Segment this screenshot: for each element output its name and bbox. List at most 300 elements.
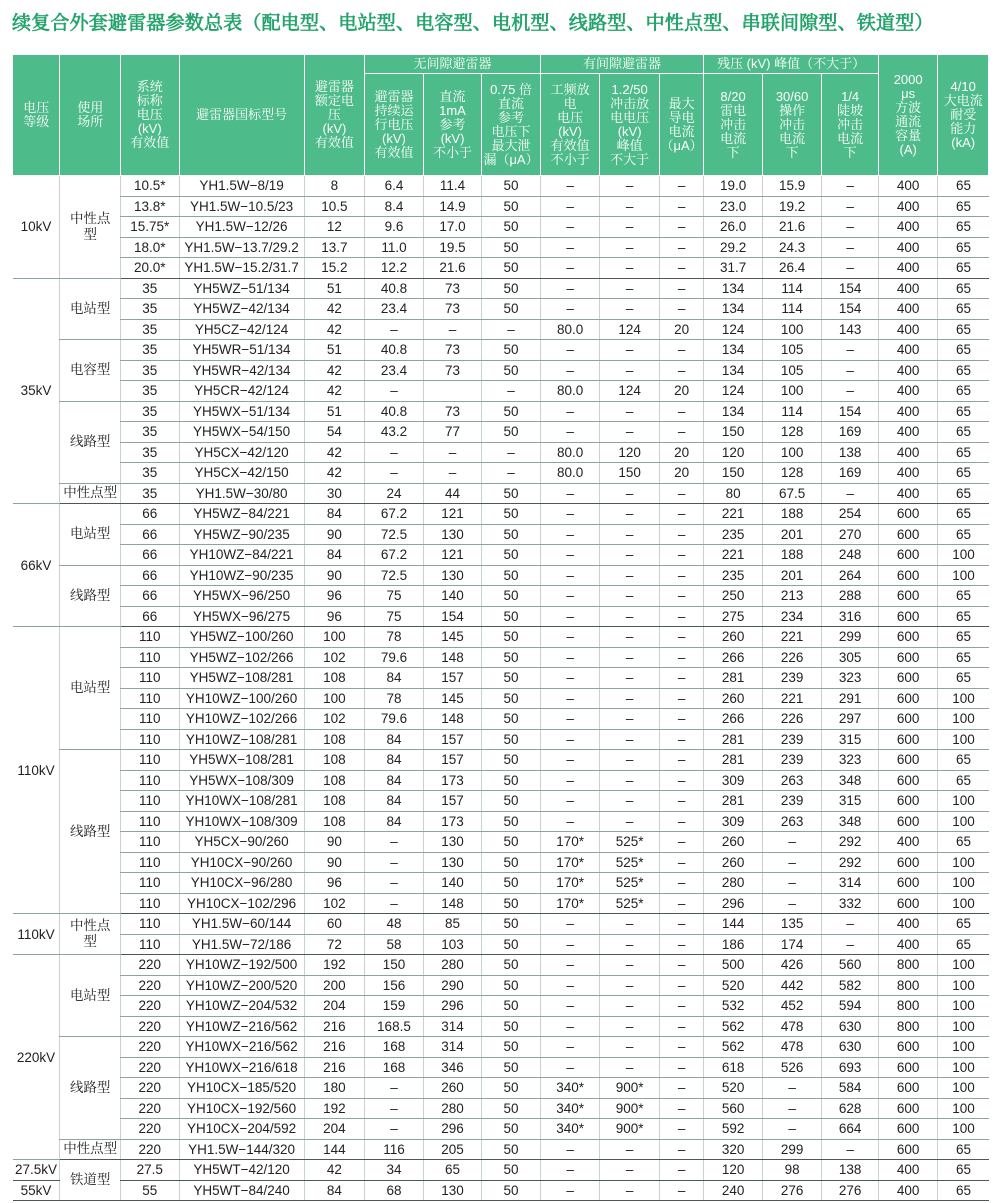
power-frequency-sparkover-cell: 340* <box>540 1098 600 1119</box>
switching-residual-cell: – <box>762 1078 822 1099</box>
max-conduction-current-cell: – <box>659 729 703 750</box>
dc-reference-cell: 130 <box>423 832 482 853</box>
switching-residual-cell: 221 <box>762 627 822 648</box>
leakage-current-cell: 50 <box>482 340 541 361</box>
leakage-current-cell: 50 <box>482 688 541 709</box>
impulse-sparkover-cell: 900* <box>600 1119 660 1140</box>
power-frequency-sparkover-cell: – <box>540 791 600 812</box>
model-cell: YH5WZ−102/266 <box>179 647 304 668</box>
square-wave-cell: 600 <box>878 504 938 525</box>
large-current-cell: 65 <box>938 627 989 648</box>
model-cell: YH10WX−108/309 <box>179 811 304 832</box>
model-cell: YH10CX−102/296 <box>179 893 304 914</box>
dc-reference-cell: 157 <box>423 791 482 812</box>
dc-reference-cell: 130 <box>423 565 482 586</box>
leakage-current-cell: 50 <box>482 668 541 689</box>
switching-residual-cell: 239 <box>762 668 822 689</box>
large-current-cell: 100 <box>938 1016 989 1037</box>
dc-reference-cell: 65 <box>423 1160 482 1181</box>
table-row <box>13 770 989 791</box>
model-cell: YH10WZ−102/266 <box>179 709 304 730</box>
continuous-voltage-cell: 84 <box>365 791 424 812</box>
system-voltage-cell: 13.8* <box>120 196 179 217</box>
max-conduction-current-cell: – <box>659 688 703 709</box>
leakage-current-cell: 50 <box>482 1180 541 1201</box>
max-conduction-current-cell: 20 <box>659 442 703 463</box>
switching-residual-cell: 221 <box>762 688 822 709</box>
leakage-current-cell: 50 <box>482 196 541 217</box>
dc-reference-cell: 148 <box>423 647 482 668</box>
continuous-voltage-cell: 72.5 <box>365 524 424 545</box>
rated-voltage-cell: 144 <box>304 1139 365 1160</box>
max-conduction-current-cell: – <box>659 975 703 996</box>
table-row <box>13 873 989 894</box>
system-voltage-cell: 110 <box>120 873 179 894</box>
switching-residual-cell: 452 <box>762 996 822 1017</box>
power-frequency-sparkover-cell: – <box>540 176 600 197</box>
model-cell: YH5WT−84/240 <box>179 1180 304 1201</box>
large-current-cell: 65 <box>938 483 989 504</box>
power-frequency-sparkover-cell: – <box>540 1057 600 1078</box>
lightning-residual-cell: 562 <box>704 1037 763 1058</box>
header-rated-voltage: 避雷器 额定电 压 (kV) 有效值 <box>304 55 365 176</box>
system-voltage-cell: 110 <box>120 750 179 771</box>
dc-reference-cell: 154 <box>423 606 482 627</box>
lightning-residual-cell: 296 <box>704 893 763 914</box>
dc-reference-cell: 296 <box>423 1119 482 1140</box>
lightning-residual-cell: 235 <box>704 524 763 545</box>
continuous-voltage-cell: 68 <box>365 1180 424 1201</box>
steep-residual-cell: – <box>822 340 879 361</box>
table-row <box>13 1057 989 1078</box>
square-wave-cell: 800 <box>878 1016 938 1037</box>
power-frequency-sparkover-cell: – <box>540 401 600 422</box>
system-voltage-cell: 35 <box>120 299 179 320</box>
power-frequency-sparkover-cell: – <box>540 1016 600 1037</box>
max-conduction-current-cell: – <box>659 955 703 976</box>
system-voltage-cell: 220 <box>120 1119 179 1140</box>
square-wave-cell: 400 <box>878 483 938 504</box>
lightning-residual-cell: 281 <box>704 729 763 750</box>
switching-residual-cell: 426 <box>762 955 822 976</box>
table-row <box>13 176 989 197</box>
leakage-current-cell: 50 <box>482 975 541 996</box>
power-frequency-sparkover-cell: 80.0 <box>540 442 600 463</box>
lightning-residual-cell: 29.2 <box>704 237 763 258</box>
leakage-current-cell: 50 <box>482 401 541 422</box>
square-wave-cell: 600 <box>878 770 938 791</box>
continuous-voltage-cell: 168 <box>365 1057 424 1078</box>
leakage-current-cell: 50 <box>482 955 541 976</box>
system-voltage-cell: 220 <box>120 955 179 976</box>
impulse-sparkover-cell: – <box>600 996 660 1017</box>
dc-reference-cell: 130 <box>423 852 482 873</box>
leakage-current-cell: 50 <box>482 524 541 545</box>
max-conduction-current-cell: – <box>659 360 703 381</box>
system-voltage-cell: 110 <box>120 647 179 668</box>
lightning-residual-cell: 260 <box>704 627 763 648</box>
impulse-sparkover-cell: 900* <box>600 1078 660 1099</box>
switching-residual-cell: 234 <box>762 606 822 627</box>
header-usage: 使用 场所 <box>60 55 121 176</box>
max-conduction-current-cell: – <box>659 586 703 607</box>
power-frequency-sparkover-cell: – <box>540 996 600 1017</box>
max-conduction-current-cell: 20 <box>659 319 703 340</box>
continuous-voltage-cell: 40.8 <box>365 401 424 422</box>
impulse-sparkover-cell: 525* <box>600 852 660 873</box>
lightning-residual-cell: 19.0 <box>704 176 763 197</box>
leakage-current-cell: 50 <box>482 258 541 279</box>
dc-reference-cell <box>423 381 482 402</box>
large-current-cell: 65 <box>938 299 989 320</box>
model-cell: YH10CX−90/260 <box>179 852 304 873</box>
impulse-sparkover-cell: 525* <box>600 832 660 853</box>
steep-residual-cell: – <box>822 217 879 238</box>
max-conduction-current-cell: – <box>659 791 703 812</box>
continuous-voltage-cell: 12.2 <box>365 258 424 279</box>
table-body <box>13 176 989 1201</box>
model-cell: YH5WR−51/134 <box>179 340 304 361</box>
system-voltage-cell: 66 <box>120 586 179 607</box>
usage-cell: 中性点 型 <box>60 914 121 955</box>
voltage-class-cell: 110kV <box>13 914 60 955</box>
power-frequency-sparkover-cell: – <box>540 934 600 955</box>
model-cell: YH1.5W−8/19 <box>179 176 304 197</box>
power-frequency-sparkover-cell: – <box>540 606 600 627</box>
power-frequency-sparkover-cell: – <box>540 360 600 381</box>
switching-residual-cell: 239 <box>762 729 822 750</box>
square-wave-cell: 400 <box>878 422 938 443</box>
lightning-residual-cell: 320 <box>704 1139 763 1160</box>
leakage-current-cell: 50 <box>482 873 541 894</box>
max-conduction-current-cell: – <box>659 750 703 771</box>
model-cell: YH10WZ−192/500 <box>179 955 304 976</box>
dc-reference-cell: – <box>423 463 482 484</box>
leakage-current-cell: 50 <box>482 217 541 238</box>
lightning-residual-cell: 592 <box>704 1119 763 1140</box>
power-frequency-sparkover-cell: – <box>540 483 600 504</box>
dc-reference-cell: 157 <box>423 668 482 689</box>
switching-residual-cell: 226 <box>762 709 822 730</box>
impulse-sparkover-cell: – <box>600 565 660 586</box>
power-frequency-sparkover-cell: 80.0 <box>540 381 600 402</box>
max-conduction-current-cell: – <box>659 770 703 791</box>
square-wave-cell: 400 <box>878 463 938 484</box>
square-wave-cell: 600 <box>878 627 938 648</box>
system-voltage-cell: 18.0* <box>120 237 179 258</box>
max-conduction-current-cell: – <box>659 237 703 258</box>
rated-voltage-cell: 204 <box>304 996 365 1017</box>
square-wave-cell: 600 <box>878 586 938 607</box>
steep-residual-cell: 264 <box>822 565 879 586</box>
system-voltage-cell: 110 <box>120 709 179 730</box>
system-voltage-cell: 66 <box>120 606 179 627</box>
switching-residual-cell: 100 <box>762 381 822 402</box>
leakage-current-cell: 50 <box>482 545 541 566</box>
steep-residual-cell: – <box>822 360 879 381</box>
impulse-sparkover-cell: – <box>600 258 660 279</box>
system-voltage-cell: 110 <box>120 729 179 750</box>
max-conduction-current-cell: – <box>659 832 703 853</box>
power-frequency-sparkover-cell: – <box>540 647 600 668</box>
large-current-cell: 100 <box>938 688 989 709</box>
large-current-cell: 65 <box>938 463 989 484</box>
rated-voltage-cell: 216 <box>304 1057 365 1078</box>
max-conduction-current-cell: – <box>659 852 703 873</box>
continuous-voltage-cell: – <box>365 893 424 914</box>
large-current-cell: 100 <box>938 1119 989 1140</box>
rated-voltage-cell: 12 <box>304 217 365 238</box>
switching-residual-cell: 188 <box>762 504 822 525</box>
steep-residual-cell: 292 <box>822 832 879 853</box>
switching-residual-cell: 239 <box>762 791 822 812</box>
max-conduction-current-cell: – <box>659 422 703 443</box>
switching-residual-cell: 239 <box>762 750 822 771</box>
switching-residual-cell: 105 <box>762 360 822 381</box>
usage-cell: 电站型 <box>60 627 121 750</box>
impulse-sparkover-cell: – <box>600 545 660 566</box>
impulse-sparkover-cell: – <box>600 729 660 750</box>
large-current-cell: 100 <box>938 893 989 914</box>
large-current-cell: 65 <box>938 668 989 689</box>
continuous-voltage-cell: 9.6 <box>365 217 424 238</box>
continuous-voltage-cell: 75 <box>365 586 424 607</box>
dc-reference-cell: 140 <box>423 873 482 894</box>
steep-residual-cell: 693 <box>822 1057 879 1078</box>
steep-residual-cell: 154 <box>822 278 879 299</box>
lightning-residual-cell: 134 <box>704 360 763 381</box>
square-wave-cell: 400 <box>878 340 938 361</box>
max-conduction-current-cell: – <box>659 1160 703 1181</box>
table-row <box>13 975 989 996</box>
switching-residual-cell: 128 <box>762 422 822 443</box>
dc-reference-cell: 21.6 <box>423 258 482 279</box>
switching-residual-cell: – <box>762 852 822 873</box>
dc-reference-cell: 173 <box>423 770 482 791</box>
lightning-residual-cell: 260 <box>704 832 763 853</box>
power-frequency-sparkover-cell: – <box>540 914 600 935</box>
square-wave-cell: 400 <box>878 832 938 853</box>
system-voltage-cell: 35 <box>120 401 179 422</box>
lightning-residual-cell: 235 <box>704 565 763 586</box>
dc-reference-cell: 44 <box>423 483 482 504</box>
lightning-residual-cell: 124 <box>704 381 763 402</box>
large-current-cell: 65 <box>938 1139 989 1160</box>
voltage-class-cell: 10kV <box>13 176 60 279</box>
large-current-cell: 100 <box>938 791 989 812</box>
table-row <box>13 1037 989 1058</box>
steep-residual-cell: 594 <box>822 996 879 1017</box>
lightning-residual-cell: 134 <box>704 401 763 422</box>
dc-reference-cell: 148 <box>423 709 482 730</box>
continuous-voltage-cell: 58 <box>365 934 424 955</box>
max-conduction-current-cell: – <box>659 483 703 504</box>
switching-residual-cell: 114 <box>762 401 822 422</box>
switching-residual-cell: – <box>762 893 822 914</box>
lightning-residual-cell: 275 <box>704 606 763 627</box>
power-frequency-sparkover-cell: – <box>540 299 600 320</box>
lightning-residual-cell: 281 <box>704 791 763 812</box>
header-model: 避雷器国标型号 <box>179 55 304 176</box>
model-cell: YH10WZ−200/520 <box>179 975 304 996</box>
system-voltage-cell: 220 <box>120 1078 179 1099</box>
steep-residual-cell: 348 <box>822 811 879 832</box>
continuous-voltage-cell: 11.0 <box>365 237 424 258</box>
continuous-voltage-cell: 79.6 <box>365 647 424 668</box>
large-current-cell: 100 <box>938 545 989 566</box>
table-row <box>13 729 989 750</box>
steep-residual-cell: 348 <box>822 770 879 791</box>
square-wave-cell: 400 <box>878 381 938 402</box>
leakage-current-cell: 50 <box>482 934 541 955</box>
impulse-sparkover-cell: – <box>600 688 660 709</box>
large-current-cell: 65 <box>938 196 989 217</box>
steep-residual-cell: 248 <box>822 545 879 566</box>
large-current-cell: 65 <box>938 422 989 443</box>
lightning-residual-cell: 134 <box>704 340 763 361</box>
power-frequency-sparkover-cell: – <box>540 770 600 791</box>
usage-cell: 线路型 <box>60 750 121 914</box>
power-frequency-sparkover-cell: 170* <box>540 832 600 853</box>
model-cell: YH1.5W−30/80 <box>179 483 304 504</box>
continuous-voltage-cell: 78 <box>365 627 424 648</box>
square-wave-cell: 600 <box>878 1078 938 1099</box>
large-current-cell: 100 <box>938 975 989 996</box>
rated-voltage-cell: 102 <box>304 709 365 730</box>
dc-reference-cell: 85 <box>423 914 482 935</box>
square-wave-cell: 400 <box>878 258 938 279</box>
dc-reference-cell: 205 <box>423 1139 482 1160</box>
rated-voltage-cell: 192 <box>304 1098 365 1119</box>
usage-cell: 中性点型 <box>60 1139 121 1160</box>
large-current-cell: 100 <box>938 1037 989 1058</box>
steep-residual-cell: – <box>822 381 879 402</box>
table-row <box>13 1016 989 1037</box>
continuous-voltage-cell: 84 <box>365 668 424 689</box>
rated-voltage-cell: 30 <box>304 483 365 504</box>
model-cell: YH5WX−108/309 <box>179 770 304 791</box>
max-conduction-current-cell: – <box>659 811 703 832</box>
rated-voltage-cell: 72 <box>304 934 365 955</box>
switching-residual-cell: – <box>762 873 822 894</box>
rated-voltage-cell: 96 <box>304 873 365 894</box>
switching-residual-cell: 201 <box>762 565 822 586</box>
leakage-current-cell: 50 <box>482 278 541 299</box>
power-frequency-sparkover-cell: – <box>540 750 600 771</box>
rated-voltage-cell: 108 <box>304 750 365 771</box>
impulse-sparkover-cell: – <box>600 914 660 935</box>
lightning-residual-cell: 520 <box>704 975 763 996</box>
impulse-sparkover-cell: – <box>600 422 660 443</box>
power-frequency-sparkover-cell: 170* <box>540 873 600 894</box>
steep-residual-cell: 270 <box>822 524 879 545</box>
square-wave-cell: 800 <box>878 955 938 976</box>
continuous-voltage-cell: 48 <box>365 914 424 935</box>
rated-voltage-cell: 60 <box>304 914 365 935</box>
switching-residual-cell: 478 <box>762 1037 822 1058</box>
table-header <box>13 55 989 176</box>
square-wave-cell: 400 <box>878 217 938 238</box>
steep-residual-cell: 664 <box>822 1119 879 1140</box>
steep-residual-cell: 299 <box>822 627 879 648</box>
square-wave-cell: 400 <box>878 319 938 340</box>
steep-residual-cell: 314 <box>822 873 879 894</box>
system-voltage-cell: 35 <box>120 442 179 463</box>
table-row <box>13 196 989 217</box>
steep-residual-cell: 560 <box>822 955 879 976</box>
model-cell: YH1.5W−72/186 <box>179 934 304 955</box>
continuous-voltage-cell: 150 <box>365 955 424 976</box>
continuous-voltage-cell: 67.2 <box>365 504 424 525</box>
max-conduction-current-cell: – <box>659 627 703 648</box>
header-power-frequency-sparkover: 工频放 电 电压 (kV) 有效值 不小于 <box>540 74 600 176</box>
table-row <box>13 791 989 812</box>
dc-reference-cell: 157 <box>423 729 482 750</box>
impulse-sparkover-cell: – <box>600 196 660 217</box>
continuous-voltage-cell: – <box>365 1098 424 1119</box>
square-wave-cell: 600 <box>878 893 938 914</box>
system-voltage-cell: 220 <box>120 1037 179 1058</box>
steep-residual-cell: – <box>822 258 879 279</box>
continuous-voltage-cell: 116 <box>365 1139 424 1160</box>
table-row <box>13 606 989 627</box>
large-current-cell: 65 <box>938 914 989 935</box>
lightning-residual-cell: 266 <box>704 647 763 668</box>
system-voltage-cell: 66 <box>120 504 179 525</box>
system-voltage-cell: 110 <box>120 852 179 873</box>
square-wave-cell: 400 <box>878 914 938 935</box>
table-row <box>13 996 989 1017</box>
impulse-sparkover-cell: – <box>600 647 660 668</box>
square-wave-cell: 600 <box>878 1119 938 1140</box>
impulse-sparkover-cell: – <box>600 668 660 689</box>
power-frequency-sparkover-cell: – <box>540 729 600 750</box>
continuous-voltage-cell: – <box>365 1078 424 1099</box>
steep-residual-cell: 138 <box>822 1160 879 1181</box>
power-frequency-sparkover-cell: 170* <box>540 852 600 873</box>
rated-voltage-cell: 96 <box>304 586 365 607</box>
dc-reference-cell: 121 <box>423 504 482 525</box>
rated-voltage-cell: 51 <box>304 401 365 422</box>
lightning-residual-cell: 186 <box>704 934 763 955</box>
rated-voltage-cell: 10.5 <box>304 196 365 217</box>
switching-residual-cell: 100 <box>762 442 822 463</box>
system-voltage-cell: 110 <box>120 811 179 832</box>
steep-residual-cell: 582 <box>822 975 879 996</box>
table-row <box>13 709 989 730</box>
rated-voltage-cell: 90 <box>304 852 365 873</box>
steep-residual-cell: 630 <box>822 1037 879 1058</box>
large-current-cell: 100 <box>938 996 989 1017</box>
large-current-cell: 65 <box>938 832 989 853</box>
system-voltage-cell: 27.5 <box>120 1160 179 1181</box>
steep-residual-cell: 138 <box>822 442 879 463</box>
large-current-cell: 65 <box>938 360 989 381</box>
table-row <box>13 340 989 361</box>
dc-reference-cell: – <box>423 319 482 340</box>
switching-residual-cell: 213 <box>762 586 822 607</box>
large-current-cell: 65 <box>938 319 989 340</box>
table-row <box>13 237 989 258</box>
model-cell: YH1.5W−13.7/29.2 <box>179 237 304 258</box>
model-cell: YH1.5W−15.2/31.7 <box>179 258 304 279</box>
model-cell: YH10WX−216/562 <box>179 1037 304 1058</box>
square-wave-cell: 600 <box>878 606 938 627</box>
max-conduction-current-cell: – <box>659 996 703 1017</box>
table-row <box>13 299 989 320</box>
table-row <box>13 278 989 299</box>
rated-voltage-cell: 13.7 <box>304 237 365 258</box>
